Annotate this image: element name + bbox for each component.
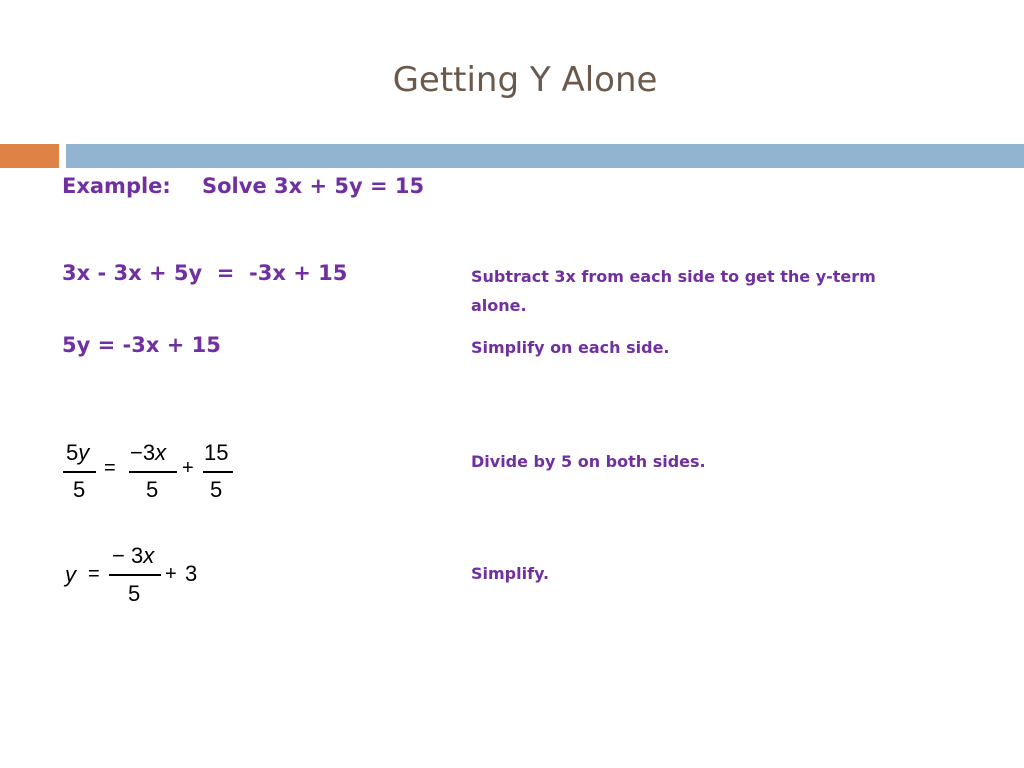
slide-title: Getting Y Alone (392, 60, 658, 100)
step-1-note: Subtract 3x from each side to get the y-term alone. (471, 267, 876, 315)
divide-lhs-denominator: 5 (73, 477, 86, 502)
divide-mid-numerator: −3x (130, 440, 167, 465)
simplify-lhs: y (65, 562, 76, 587)
divide-plus: + (182, 457, 194, 479)
simplify-constant: 3 (185, 561, 198, 586)
simplify-equation (0, 0, 300, 620)
simplify-bar (109, 574, 161, 576)
step-3-note: Divide by 5 on both sides. (471, 452, 706, 471)
divide-rhs-numerator: 15 (204, 440, 229, 465)
simplify-plus: + (165, 563, 177, 585)
simplify-denominator: 5 (128, 581, 141, 606)
step-4-note: Simplify. (471, 564, 550, 583)
step-2-equation: 5y = -3x + 15 (62, 333, 221, 357)
step-1-equation: 3x - 3x + 5y = -3x + 15 (62, 261, 348, 285)
example-label: Example: (62, 174, 171, 198)
simplify-equals: = (88, 563, 100, 585)
divide-lhs-numerator: 5y (66, 440, 90, 465)
divide-mid-denominator: 5 (146, 477, 159, 502)
simplify-numerator: − 3x (112, 543, 155, 568)
step-2-note: Simplify on each side. (471, 338, 670, 357)
divide-equals: = (104, 457, 116, 479)
divide-rhs-denominator: 5 (210, 477, 223, 502)
example-equation: Solve 3x + 5y = 15 (202, 174, 425, 198)
